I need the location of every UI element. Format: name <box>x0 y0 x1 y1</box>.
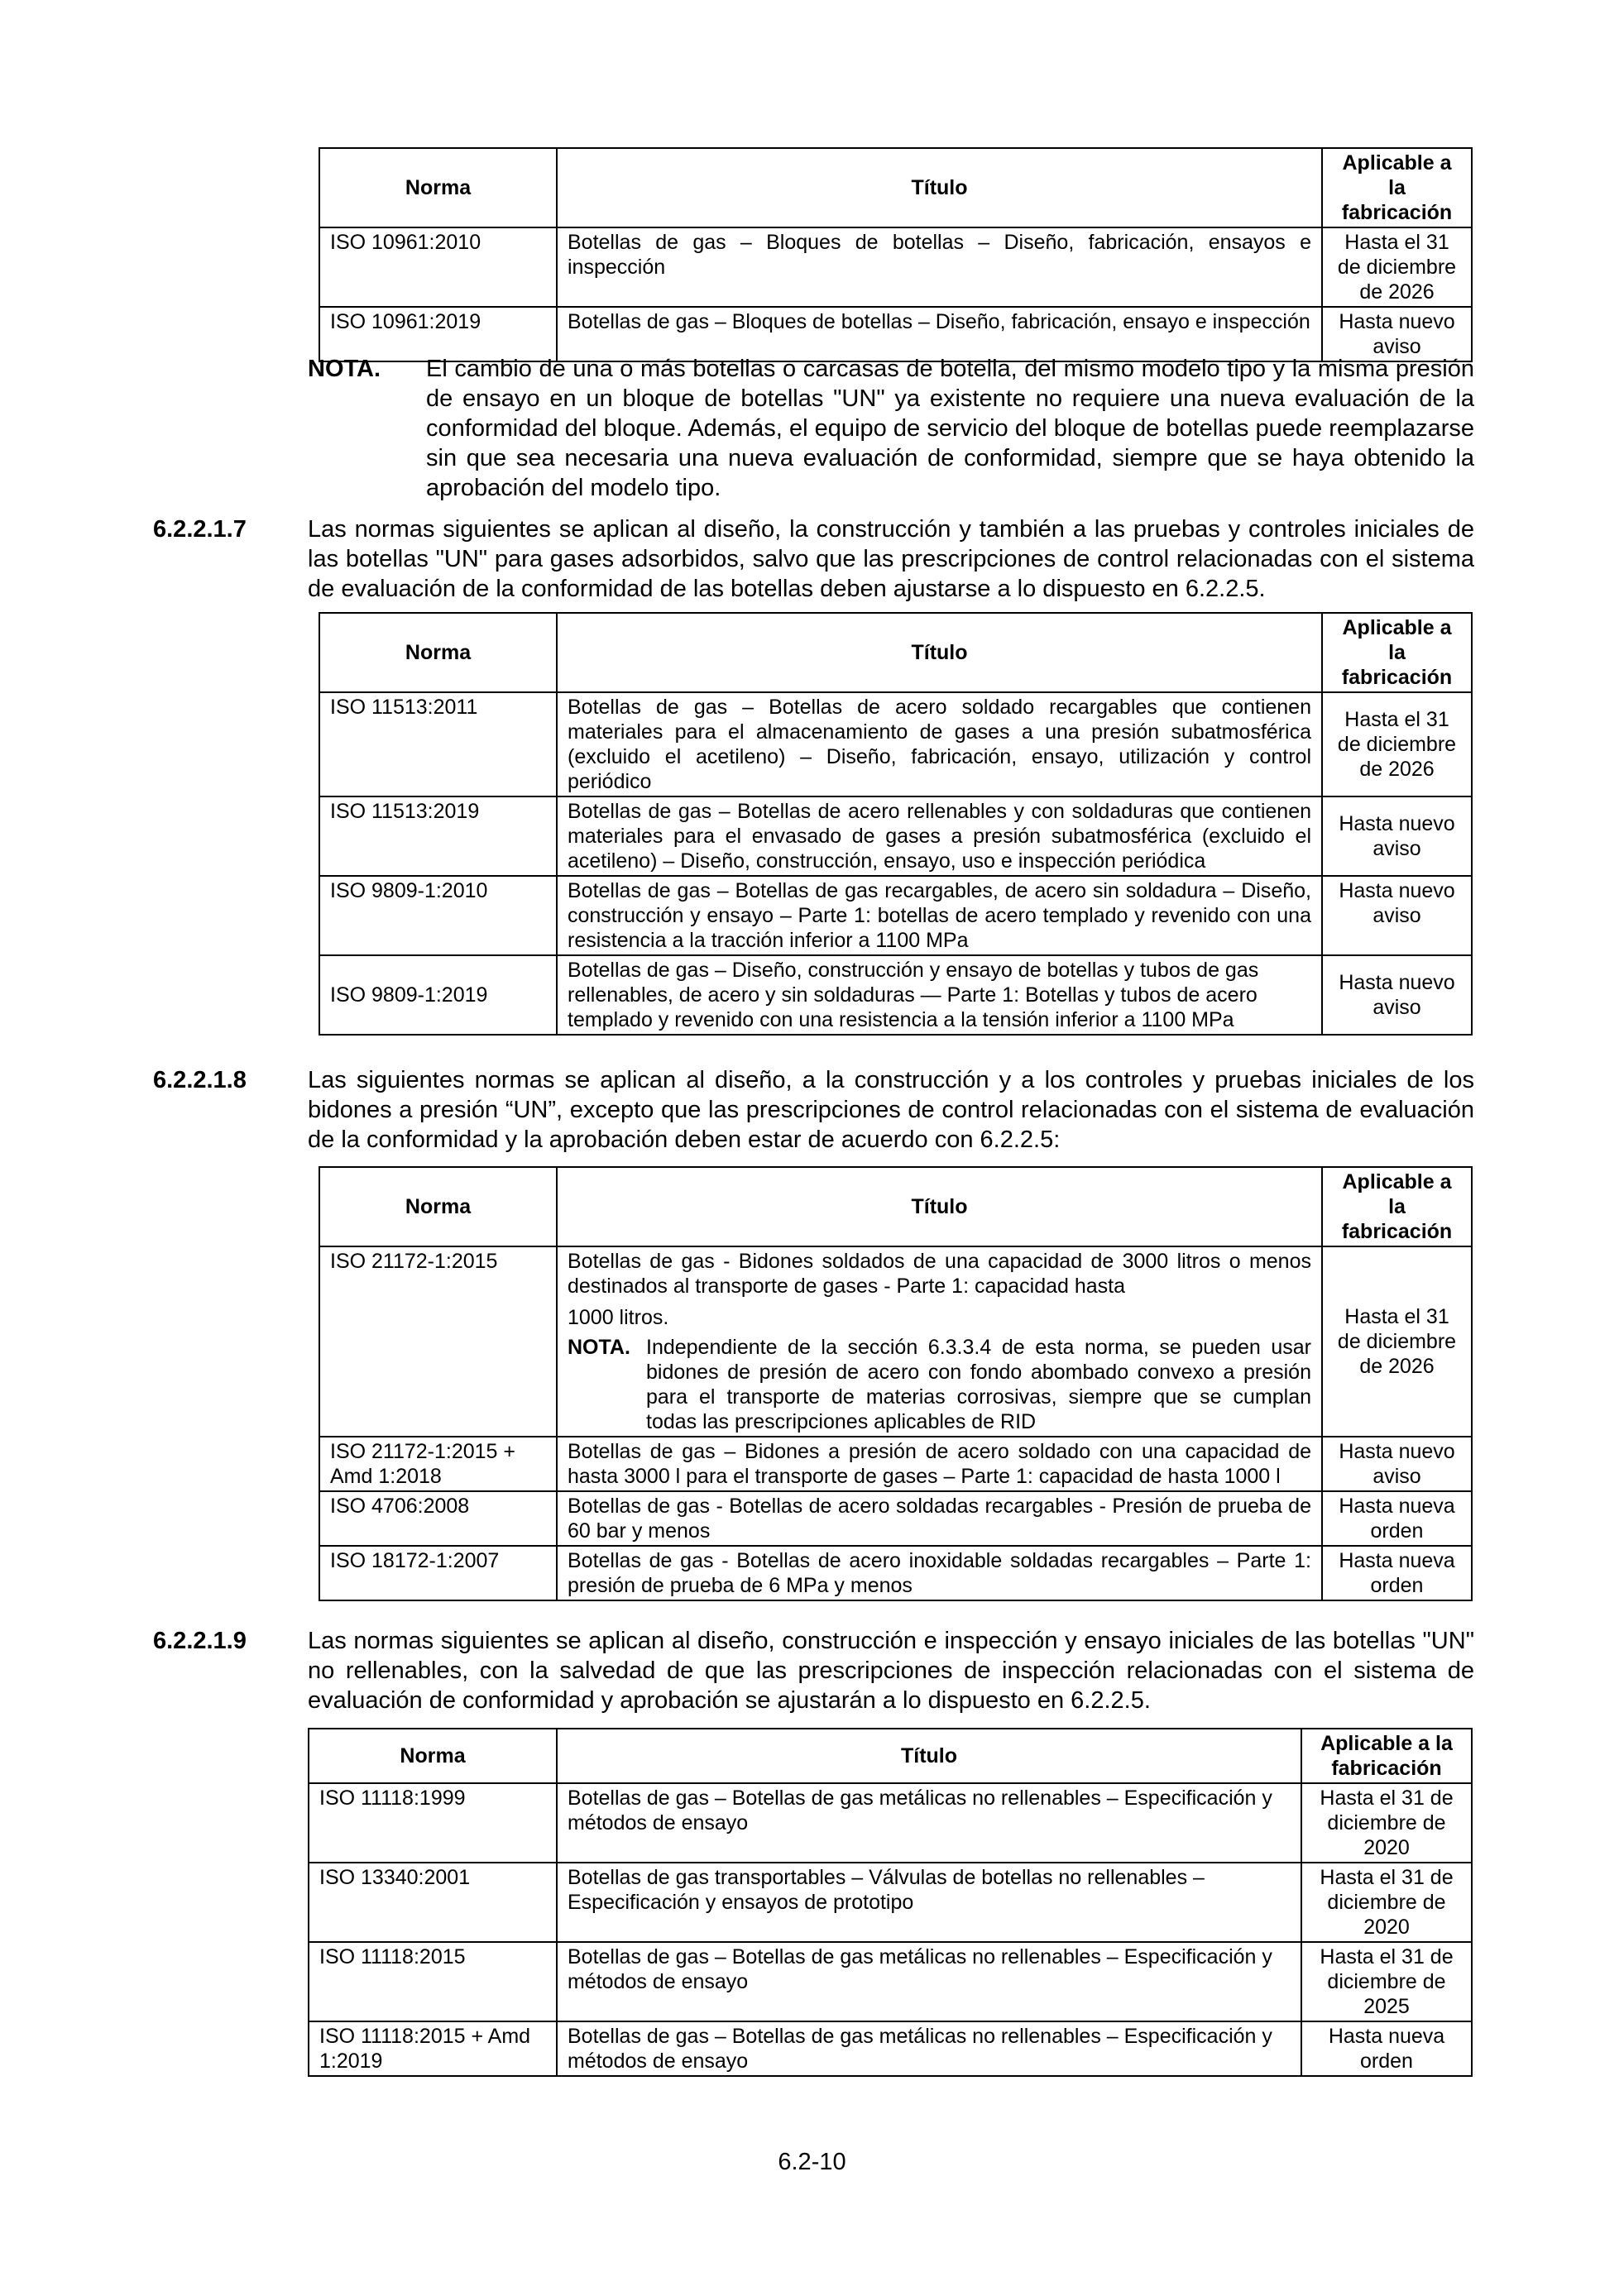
cell-titulo: Botellas de gas – Bloques de botellas – Diseño, fabricación, ensayos e inspección <box>557 227 1322 307</box>
table-row <box>319 1246 1472 1437</box>
table-header-row <box>319 148 1472 227</box>
cell-titulo: Botellas de gas – Botellas de gas metálicas no rellenables – Especificación y métodos de ensayo <box>557 1783 1301 1863</box>
header-norma: Norma <box>319 148 557 227</box>
cell-titulo: Botellas de gas – Bloques de botellas – Diseño, fabricación, ensayo e inspección <box>557 307 1322 361</box>
inner-note <box>568 1335 1311 1434</box>
cell-norma: ISO 11118:1999 <box>309 1783 557 1863</box>
section-text: Las normas siguientes se aplican al diseño, construcción e inspección y ensayo iniciales de las botellas "UN" no rellenables, con la salvedad de que las prescripciones de inspección relacionadas con el sistema de evaluación de conformidad y aprobación se ajustarán a lo dispuesto en 6.2.2.5. <box>308 1628 1474 1714</box>
cell-norma: ISO 21172-1:2015 <box>319 1246 557 1437</box>
cell-aplicable: Hasta nuevo aviso <box>1322 955 1472 1035</box>
cell-titulo: Botellas de gas – Botellas de gas recargables, de acero sin soldadura – Diseño, construcción y ensayo – Parte 1: botellas de acero templado y revenido con una resistencia a la tracción inferior a 1100 MPa <box>557 876 1322 955</box>
cell-norma: ISO 18172-1:2007 <box>319 1546 557 1600</box>
table-row <box>309 1783 1472 1863</box>
header-titulo: Título <box>557 1729 1301 1783</box>
cell-titulo <box>557 1246 1322 1437</box>
cell-titulo: Botellas de gas transportables – Válvulas de botellas no rellenables – Especificación y ensayos de prototipo <box>557 1863 1301 1942</box>
cell-aplicable: Hasta nuevo aviso <box>1322 307 1472 361</box>
cell-norma: ISO 13340:2001 <box>309 1863 557 1942</box>
inner-note-text: Independiente de la sección 6.3.3.4 de esta norma, se pueden usar bidones de presión de acero con fondo abombado convexo a presión para el transporte de materias corrosivas, siempre que se cumplan todas las prescripciones aplicables de RID <box>646 1336 1311 1433</box>
table-header-row <box>319 613 1472 692</box>
table-row <box>319 1491 1472 1546</box>
table-row <box>319 1546 1472 1600</box>
table-row <box>319 227 1472 307</box>
cell-titulo: Botellas de gas – Botellas de gas metálicas no rellenables – Especificación y métodos de ensayo <box>557 2021 1301 2076</box>
cell-norma: ISO 9809-1:2010 <box>319 876 557 955</box>
section-text: Las siguientes normas se aplican al diseño, a la construcción y a los controles y pruebas iniciales de los bidones a presión “UN”, excepto que las prescripciones de control relacionadas con el sistema de evaluación de la conformidad y la aprobación deben estar de acuerdo con 6.2.2.5: <box>308 1067 1474 1153</box>
cell-aplicable: Hasta el 31 de diciembre de 2026 <box>1322 1246 1472 1437</box>
cell-titulo-main: Botellas de gas - Bidones soldados de una capacidad de 3000 litros o menos destinados al transporte de gases - Parte 1: capacidad hasta <box>568 1250 1311 1298</box>
table-row <box>319 1437 1472 1491</box>
standards-table-4 <box>308 1728 1473 2077</box>
table-row <box>319 876 1472 955</box>
header-aplicable: Aplicable a la fabricación <box>1322 613 1472 692</box>
section-number: 6.2.2.1.7 <box>153 516 247 543</box>
standards-table-2 <box>319 612 1473 1036</box>
cell-aplicable: Hasta nueva orden <box>1322 1491 1472 1546</box>
section-number: 6.2.2.1.8 <box>153 1067 247 1093</box>
nota-text: El cambio de una o más botellas o carcasas de botella, del mismo modelo tipo y la misma presión de ensayo en un bloque de botellas "UN" ya existente no requiere una nueva evaluación de la conformidad del bloque. Además, el equipo de servicio del bloque de botellas puede reemplazarse sin que sea necesaria una nueva evaluación de conformidad, siempre que se haya obtenido la aprobación del modelo tipo. <box>426 356 1474 501</box>
header-norma: Norma <box>309 1729 557 1783</box>
header-norma: Norma <box>319 613 557 692</box>
nota-block <box>308 354 1474 503</box>
page-number: 6.2-10 <box>778 2149 846 2175</box>
table-row <box>309 1863 1472 1942</box>
header-titulo: Título <box>557 148 1322 227</box>
header-aplicable: Aplicable a la fabricación <box>1301 1729 1472 1783</box>
cell-titulo: Botellas de gas - Botellas de acero inoxidable soldadas recargables – Parte 1: presión de prueba de 6 MPa y menos <box>557 1546 1322 1600</box>
table-row <box>319 796 1472 876</box>
cell-aplicable: Hasta el 31 de diciembre de 2020 <box>1301 1863 1472 1942</box>
section-number: 6.2.2.1.9 <box>153 1628 247 1654</box>
header-aplicable: Aplicable a la fabricación <box>1322 148 1472 227</box>
cell-norma: ISO 10961:2019 <box>319 307 557 361</box>
cell-aplicable: Hasta nuevo aviso <box>1322 876 1472 955</box>
cell-titulo: Botellas de gas – Bidones a presión de acero soldado con una capacidad de hasta 3000 l para el transporte de gases – Parte 1: capacidad de hasta 1000 l <box>557 1437 1322 1491</box>
cell-aplicable: Hasta el 31 de diciembre de 2026 <box>1322 227 1472 307</box>
standards-table-1 <box>319 147 1473 362</box>
cell-aplicable: Hasta nueva orden <box>1301 2021 1472 2076</box>
standards-table-3 <box>319 1166 1473 1601</box>
table-row <box>319 955 1472 1035</box>
cell-norma: ISO 11118:2015 <box>309 1942 557 2021</box>
nota-label: NOTA. <box>308 356 381 382</box>
cell-norma: ISO 10961:2010 <box>319 227 557 307</box>
cell-aplicable: Hasta nuevo aviso <box>1322 796 1472 876</box>
cell-aplicable: Hasta el 31 de diciembre de 2025 <box>1301 1942 1472 2021</box>
cell-aplicable: Hasta el 31 de diciembre de 2020 <box>1301 1783 1472 1863</box>
table-row <box>309 1942 1472 2021</box>
header-titulo: Título <box>557 1167 1322 1246</box>
inner-note-label: NOTA. <box>568 1336 630 1359</box>
cell-titulo: Botellas de gas – Botellas de acero soldado recargables que contienen materiales para el almacenamiento de gases a una presión subatmosférica (excluido el acetileno) – Diseño, fabricación, ensayo, utilización y control periódico <box>557 692 1322 796</box>
cell-aplicable: Hasta nueva orden <box>1322 1546 1472 1600</box>
cell-norma: ISO 11513:2011 <box>319 692 557 796</box>
header-titulo: Título <box>557 613 1322 692</box>
cell-norma: ISO 9809-1:2019 <box>319 955 557 1035</box>
cell-titulo: Botellas de gas – Botellas de acero rellenables y con soldaduras que contienen materiales para el envasado de gases a presión subatmosférica (excluido el acetileno) – Diseño, construcción, ensayo, uso e inspección periódica <box>557 796 1322 876</box>
cell-norma: ISO 21172-1:2015 + Amd 1:2018 <box>319 1437 557 1491</box>
cell-aplicable: Hasta el 31 de diciembre de 2026 <box>1322 692 1472 796</box>
cell-aplicable: Hasta nuevo aviso <box>1322 1437 1472 1491</box>
table-header-row <box>309 1729 1472 1783</box>
header-norma: Norma <box>319 1167 557 1246</box>
table-row <box>309 2021 1472 2076</box>
cell-titulo: Botellas de gas - Botellas de acero soldadas recargables - Presión de prueba de 60 bar y menos <box>557 1491 1322 1546</box>
cell-norma: ISO 4706:2008 <box>319 1491 557 1546</box>
cell-norma: ISO 11118:2015 + Amd 1:2019 <box>309 2021 557 2076</box>
cell-titulo-extra: 1000 litros. <box>568 1306 669 1329</box>
table-header-row <box>319 1167 1472 1246</box>
section-text: Las normas siguientes se aplican al diseño, la construcción y también a las pruebas y controles iniciales de las botellas "UN" para gases adsorbidos, salvo que las prescripciones de control relacionadas con el sistema de evaluación de la conformidad de las botellas deben ajustarse a lo dispuesto en 6.2.2.5. <box>308 516 1474 602</box>
cell-norma: ISO 11513:2019 <box>319 796 557 876</box>
cell-titulo: Botellas de gas – Botellas de gas metálicas no rellenables – Especificación y métodos de ensayo <box>557 1942 1301 2021</box>
cell-titulo: Botellas de gas – Diseño, construcción y ensayo de botellas y tubos de gas rellenables, de acero y sin soldaduras — Parte 1: Botellas y tubos de acero templado y revenido con una resistencia a la tensión inferior a 1100 MPa <box>557 955 1322 1035</box>
header-aplicable: Aplicable a la fabricación <box>1322 1167 1472 1246</box>
table-row <box>319 692 1472 796</box>
